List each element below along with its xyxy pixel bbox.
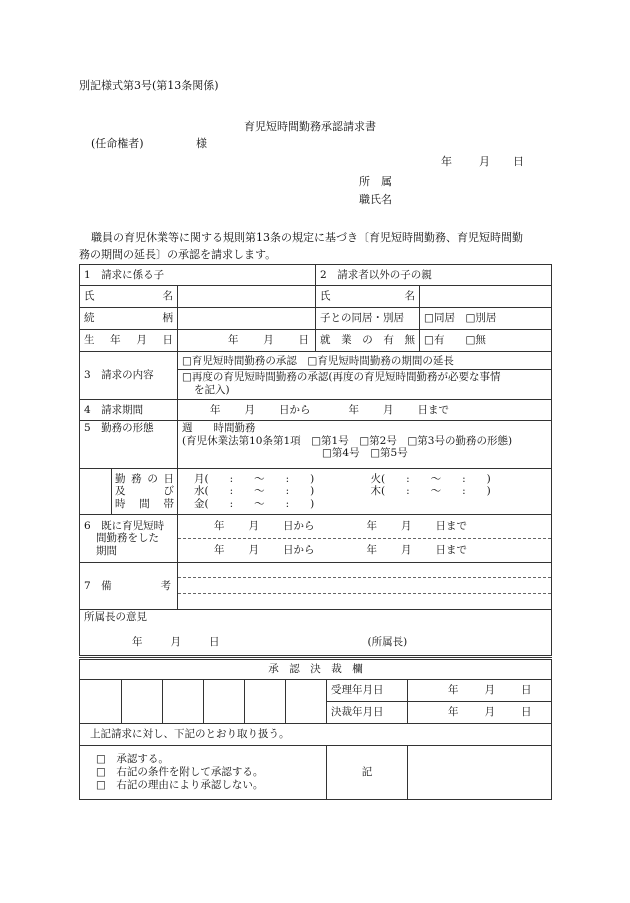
birthdate-field[interactable]: 年 月 日 (228, 334, 310, 347)
approval-seal-1[interactable] (80, 680, 122, 724)
handling-text: 上記請求に対し、下記のとおり取り扱う。 (80, 724, 552, 746)
request-option-approve[interactable]: □育児短時間勤務の承認 □育児短時間勤務の期間の延長 (178, 354, 551, 370)
work-form-options-2[interactable]: □第4号 □第5号 (322, 447, 408, 460)
received-date-label: 受理年月日 (327, 680, 408, 702)
date-month: 月 (479, 155, 490, 168)
section-7-label: 7 備 考 (84, 579, 171, 592)
section-3-label: 3 請求の内容 (80, 352, 178, 400)
approval-seal-5[interactable] (245, 680, 286, 724)
approval-seal-3[interactable] (163, 680, 204, 724)
approval-seal-2[interactable] (122, 680, 163, 724)
option-approve-conditional[interactable]: □ 右記の条件を附して承認する。 (96, 765, 264, 778)
section-1-header: 1 請求に係る子 (80, 265, 316, 286)
supervisor-opinion[interactable]: 所属長の意見 年 月 日 (所属長) (80, 610, 552, 656)
parent-name-field[interactable] (420, 286, 552, 308)
employment-options[interactable]: □有 □無 (420, 330, 552, 352)
decision-date-field[interactable]: 年 月 日 (408, 702, 552, 724)
supervisor-signature-label: (所属長) (367, 635, 408, 648)
intro-line-1: 職員の育児休業等に関する規則第13条の規定に基づき〔育児短時間勤務、育児短時間勤 (91, 231, 523, 244)
option-reject[interactable]: □ 右記の理由により承認しない。 (96, 779, 264, 792)
remarks-field[interactable] (178, 563, 552, 610)
previous-period-field[interactable]: 年 月 日から 年 月 日まで 年 月 日から 年 月 日まで (178, 515, 552, 563)
cohabit-options[interactable]: □同居 □別居 (420, 308, 552, 330)
relation-field[interactable] (178, 308, 316, 330)
option-approve[interactable]: □ 承認する。 (96, 752, 169, 765)
schedule-fri: 金( : 〜 : ) (194, 497, 315, 510)
request-option-reapprove[interactable]: □再度の育児短時間勤務の承認(再度の育児短時間勤務が必要な事情 (182, 370, 501, 383)
intro-line-2: 務の期間の延長〕の承認を請求します。 (79, 248, 277, 261)
weekly-schedule[interactable] (178, 469, 552, 515)
approval-seal-6[interactable] (286, 680, 327, 724)
relation-label: 続 柄 (84, 312, 173, 325)
note-field[interactable] (408, 746, 552, 800)
schedule-tue: 火( : 〜 : ) (370, 472, 491, 485)
name-label: 職氏名 (359, 193, 392, 206)
received-date-field[interactable]: 年 月 日 (408, 680, 552, 702)
supervisor-opinion-label: 所属長の意見 (84, 611, 147, 623)
employment-label: 就 業 の 有 無 (320, 334, 416, 347)
request-content[interactable] (178, 352, 552, 400)
work-form-options[interactable]: (育児休業法第10条第1項 □第1号 □第2号 □第3号の勤務の形態) (182, 434, 513, 447)
decision-date-label: 決裁年月日 (327, 702, 408, 724)
cohabit-label: 子との同居・別居 (316, 308, 420, 330)
section-5-label: 5 勤務の形態 (80, 421, 178, 469)
date-day: 日 (513, 155, 524, 168)
approval-options[interactable] (80, 746, 327, 800)
honorific: 様 (196, 137, 207, 150)
request-option-reapprove-cont: を記入) (194, 384, 230, 397)
birthdate-label: 生 年 月 日 (84, 334, 173, 347)
approval-title: 承 認 決 裁 欄 (80, 659, 552, 680)
child-name-label: 氏 名 (84, 290, 173, 303)
addressee-label: (任命権者) (91, 137, 144, 150)
request-period-field[interactable]: 年 月 日から 年 月 日まで (178, 400, 552, 421)
request-form-table (79, 264, 552, 656)
note-label: 記 (327, 746, 408, 800)
affiliation-label: 所 属 (359, 175, 392, 188)
section-4-label: 4 請求期間 (80, 400, 178, 421)
form-number: 別記様式第3号(第13条関係) (79, 79, 219, 92)
schedule-mon: 月( : 〜 : ) (194, 472, 315, 485)
weekly-hours[interactable]: 週 時間勤務 (182, 422, 256, 434)
hours-label: 勤 務 の 日 及 び 時 間 帯 (112, 469, 178, 515)
schedule-wed: 水( : 〜 : ) (194, 485, 315, 498)
approval-seal-4[interactable] (204, 680, 245, 724)
date-year: 年 (441, 155, 452, 168)
work-form-field[interactable] (178, 421, 552, 469)
child-name-field[interactable] (178, 286, 316, 308)
approval-table (79, 657, 552, 800)
parent-name-label: 氏 名 (320, 290, 416, 303)
section-6-label: 6 既に育児短時 間勤務をした 期間 (80, 515, 178, 563)
document-title: 育児短時間勤務承認請求書 (244, 120, 376, 133)
schedule-thu: 木( : 〜 : ) (370, 485, 491, 498)
section-2-header: 2 請求者以外の子の親 (316, 265, 552, 286)
